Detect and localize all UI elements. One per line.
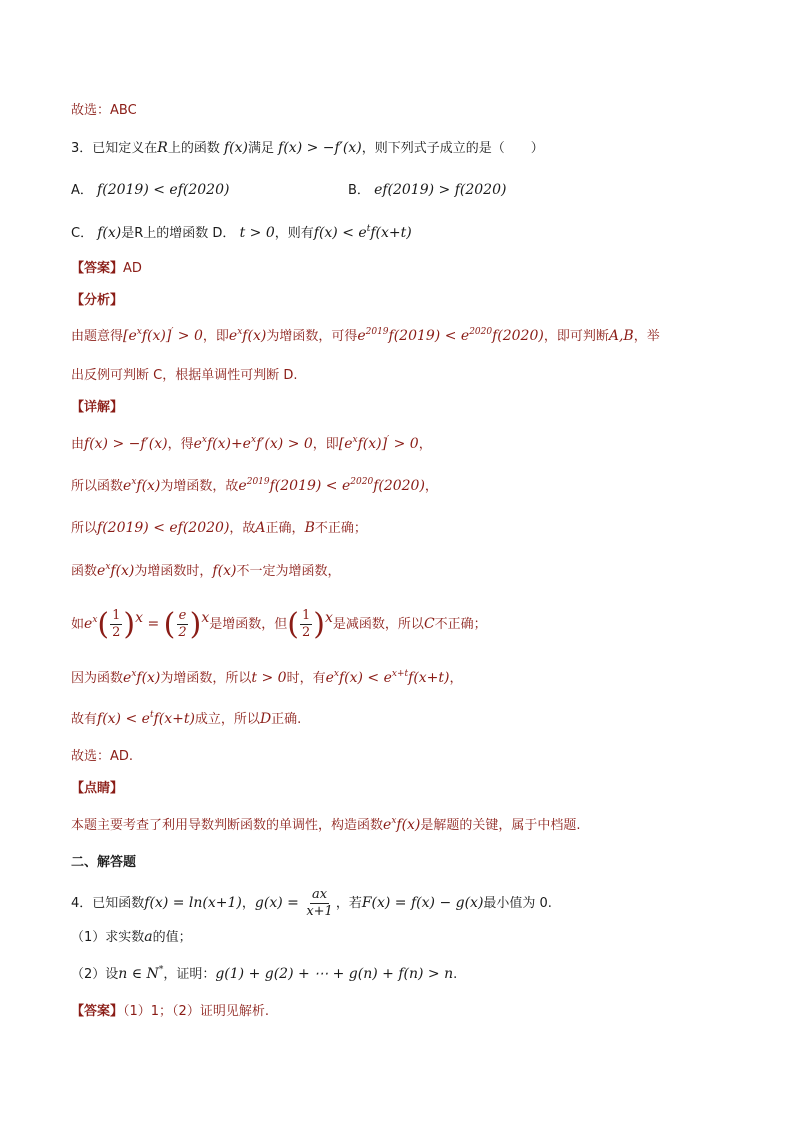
detail-5-exp-1: x [135, 610, 144, 626]
q3-stem-mid: 上的函数 [167, 141, 220, 156]
detail-2-text-2: 为增函数，故 [160, 479, 239, 494]
detail-4-text-3: 不一定为增函数， [236, 564, 341, 579]
option-b-label: B． [348, 183, 370, 198]
previous-answer-text: 故选：ABC [71, 103, 137, 118]
detail-1-math-2b: f(x)+e [206, 436, 251, 452]
detail-1-math-2-exp: x [201, 435, 207, 445]
detail-4-math-1b: f(x) [110, 563, 135, 579]
detail-6-text-1: 因为函数 [71, 671, 124, 686]
option-c-label: C． [71, 226, 94, 241]
detail-3-text-2: ，故 [229, 521, 256, 536]
detail-2-math-2b: f(2019) < e [269, 478, 351, 494]
detail-5-text-4: 不正确； [434, 617, 487, 632]
detail-7-option-d: D [259, 711, 272, 727]
detail-line-2 [71, 476, 438, 497]
analysis-text-4: ，即可判断 [543, 329, 609, 344]
fraction-one-half-1 [110, 608, 122, 641]
detail-5-exp-3: x [325, 610, 333, 626]
analysis-math-1b: f(x)] [141, 328, 172, 344]
fraction-one-half-2 [300, 608, 312, 641]
detail-line-4 [71, 561, 340, 582]
q4-fraction-denominator: x+1 [306, 904, 333, 919]
analysis-math-1 [123, 328, 203, 344]
q4-answer-value: （1）1；（2）证明见解析. [123, 1004, 269, 1019]
q4-part-2-text-1: （2）设 [71, 967, 119, 982]
option-b [348, 180, 506, 201]
fraction-1-denominator: 2 [112, 625, 121, 640]
detail-7-text-3: 正确. [271, 712, 302, 727]
detail-6-math-2: t > 0 [251, 670, 287, 686]
detail-6-math-3c: f(x+t) [408, 670, 450, 686]
analysis-math-3-exp2: 2020 [469, 327, 493, 337]
q4-part-1-text-2: 的值； [152, 930, 192, 945]
q4-part-2-math-1-sup: * [158, 965, 164, 975]
detail-7-math-1b: f(x+t) [153, 711, 195, 727]
detail-6-math-3-exp2: x+t [391, 669, 409, 679]
detail-2-math-2-exp: 2019 [246, 477, 270, 487]
analysis-math-3b: f(2019) < e [388, 328, 470, 344]
q3-stem-function: f(x) [223, 140, 248, 156]
analysis-text-5: ，举 [633, 329, 660, 344]
detail-4-math-1a: e [97, 563, 106, 579]
detail-line-3 [71, 518, 367, 539]
detail-3-text-4: 不正确； [314, 521, 367, 536]
detail-7-math-1a: f(x) < e [97, 711, 150, 727]
comment-math-a: e [383, 817, 392, 833]
detail-2-text-1: 所以函数 [71, 479, 124, 494]
detail-1-math-2a: e [193, 436, 202, 452]
detail-6-text-4: ， [449, 671, 463, 686]
detail-7-text-1: 故有 [71, 712, 98, 727]
q4-part-2-math-1a: n ∈ N [118, 966, 159, 982]
fraction-1-numerator: 1 [112, 608, 121, 623]
detail-6-math-3a: e [325, 670, 334, 686]
q4-text-1: 4．已知函数 [71, 896, 145, 911]
q3-options-ab [71, 180, 731, 201]
detail-3-option-a: A [255, 520, 266, 536]
detail-5-exp-2: x [201, 610, 210, 626]
detail-5-option-c: C [423, 616, 435, 632]
detail-line-8: 故选：AD. [71, 749, 134, 764]
option-a-math: f(2019) < ef(2020) [97, 182, 230, 198]
detail-4-math-1 [97, 563, 134, 579]
comment-label: 【点睛】 [71, 781, 124, 796]
q4-part-1 [71, 927, 192, 948]
detail-6-math-3 [326, 670, 450, 686]
detail-4-text-1: 函数 [71, 564, 98, 579]
answer-label: 【答案】 [71, 261, 124, 276]
analysis-math-3 [357, 328, 544, 344]
detail-6-math-1b: f(x) [136, 670, 161, 686]
option-d-ineq-exp: t [366, 224, 371, 234]
detail-5-equals: = [143, 616, 164, 632]
detail-1-math-3-exp: x [352, 435, 358, 445]
detail-2-math-1-exp: x [131, 477, 137, 487]
option-d-inequality [314, 225, 412, 241]
option-d-ineq-right: f(x+t) [370, 225, 412, 241]
analysis-math-3c: f(2020) [492, 328, 544, 344]
detail-4-math-2: f(x) [212, 563, 237, 579]
detail-6-math-3-exp: x [333, 669, 339, 679]
q4-part-2-math-2: g(1) + g(2) + ⋯ + g(n) + f(n) > n [215, 966, 454, 982]
analysis-math-1-exp: x [136, 327, 142, 337]
comment-math [383, 817, 420, 833]
q4-part-2-text-3: . [453, 967, 458, 982]
detail-1-math-2-exp2: x [250, 435, 257, 445]
detail-3-text-3: 正确， [265, 521, 305, 536]
detail-7-math-1-exp: t [149, 710, 154, 720]
analysis-math-2 [229, 328, 266, 344]
fraction-2-denominator: 2 [178, 625, 187, 640]
fraction-e-half [176, 608, 188, 641]
q4-part-2 [71, 964, 457, 985]
detail-1-math-3a: [e [338, 436, 353, 452]
analysis-math-2a: e [228, 328, 238, 344]
q4-part-2-math-1 [118, 966, 163, 982]
q4-part-2-text-2: ，证明： [163, 967, 216, 982]
detail-2-math-1 [123, 478, 160, 494]
q4-text-3: ，若 [335, 896, 362, 911]
detail-1-text-4: ， [418, 437, 432, 452]
analysis-text-3: 为增函数，可得 [266, 329, 358, 344]
q4-text-4: 最小值为 0. [483, 896, 552, 911]
detail-2-math-1b: f(x) [136, 478, 161, 494]
q3-stem-prefix: 3．已知定义在 [71, 141, 158, 156]
question-4-stem [71, 885, 552, 922]
detail-6-text-2: 为增函数，所以 [160, 671, 252, 686]
q4-math-g: g(x) = [254, 895, 304, 911]
detail-5-paren-3: ( $\frac{1}{2}$ ) [287, 606, 326, 642]
detail-label: 【详解】 [71, 400, 124, 415]
detail-1-math-3-prime: ′ [387, 435, 390, 445]
detail-line-6 [71, 668, 463, 689]
analysis-label: 【分析】 [71, 293, 124, 308]
detail-5-paren-1: ( $\frac{1}{2}$ ) [97, 606, 136, 642]
detail-5-paren-2: ( $\frac{e}{2}$ ) [163, 606, 202, 642]
detail-6-math-3b: f(x) < e [338, 670, 392, 686]
analysis-math-1c: > 0 [173, 328, 203, 344]
q4-part-1-text-1: （1）求实数 [71, 930, 145, 945]
detail-1-math-2c: f′(x) > 0 [256, 436, 313, 452]
detail-line-5 [71, 604, 487, 645]
q3-stem-satisfy: 满足 [248, 141, 275, 156]
detail-5-exp-base [84, 616, 97, 632]
option-b-math: ef(2019) > f(2020) [374, 182, 507, 198]
q4-math-f: f(x) = ln(x+1) [144, 895, 242, 911]
detail-2-math-1a: e [123, 478, 132, 494]
detail-6-text-3: 时，有 [286, 671, 326, 686]
fraction-3-numerator: 1 [302, 608, 311, 623]
detail-3-option-b: B [304, 520, 315, 536]
option-d-label: D． [212, 226, 236, 241]
detail-5-e-exp: x [92, 615, 98, 625]
detail-3-math-1: f(2019) < ef(2020) [97, 520, 230, 536]
section-title: 二、解答题 [71, 855, 137, 870]
detail-4-math-1-exp: x [105, 562, 111, 572]
comment-text-2: 是解题的关键，属于中档题. [420, 818, 581, 833]
option-a [71, 183, 229, 198]
q3-stem-condition: f(x) > −f′(x) [278, 140, 362, 156]
q3-answer [71, 259, 142, 279]
option-c-text: 是R上的增函数 [121, 226, 209, 241]
q4-part-1-var: a [144, 929, 153, 945]
detail-7-math-1 [97, 711, 195, 727]
fraction-3-denominator: 2 [302, 625, 311, 640]
analysis-math-1-prime: ′ [171, 327, 174, 337]
analysis-line-1 [71, 326, 731, 347]
analysis-text-2: ，即 [202, 329, 229, 344]
detail-6-math-1 [123, 670, 160, 686]
detail-1-math-3b: f(x)] [357, 436, 388, 452]
detail-3-text-1: 所以 [71, 521, 98, 536]
comment-line [71, 815, 581, 836]
analysis-line-2: 出反例可判断 C，根据单调性可判断 D. [71, 368, 298, 383]
q4-answer [71, 1002, 269, 1022]
detail-2-math-2a: e [238, 478, 247, 494]
option-d-ineq-left: f(x) < e [313, 225, 367, 241]
detail-1-math-3 [339, 436, 419, 452]
previous-answer-line [71, 101, 137, 121]
option-a-label: A． [71, 183, 93, 198]
analysis-math-4: A,B [608, 328, 634, 344]
option-c-math: f(x) [97, 225, 122, 241]
comment-math-exp: x [391, 816, 397, 826]
detail-6-math-1-exp: x [131, 669, 137, 679]
detail-1-text-1: 由 [71, 437, 85, 452]
detail-5-text-3: 是减函数，所以 [332, 617, 424, 632]
detail-2-text-3: ， [424, 479, 438, 494]
q3-options-cd [71, 223, 412, 244]
detail-1-text-2: ，得 [167, 437, 194, 452]
q3-stem-set: R [157, 140, 168, 156]
analysis-math-2-exp: x [237, 327, 243, 337]
question-3-stem [71, 138, 544, 159]
analysis-text-1: 由题意得 [71, 329, 124, 344]
detail-line-1 [71, 434, 432, 455]
detail-5-text-2: 是增函数，但 [209, 617, 288, 632]
q4-answer-label: 【答案】 [71, 1004, 124, 1019]
q4-text-2: ， [241, 896, 255, 911]
detail-1-math-2 [194, 436, 313, 452]
q4-math-F: F(x) = f(x) − g(x) [361, 895, 484, 911]
analysis-math-3-exp: 2019 [365, 327, 389, 337]
analysis-math-2b: f(x) [242, 328, 267, 344]
detail-2-math-2c: f(2020) [373, 478, 425, 494]
detail-2-math-2-exp2: 2020 [350, 477, 374, 487]
detail-6-math-1a: e [123, 670, 132, 686]
detail-2-math-2 [238, 478, 425, 494]
detail-1-math-3c: > 0 [389, 436, 419, 452]
detail-5-e: e [84, 616, 93, 632]
detail-5-text-1: 如 [71, 617, 85, 632]
detail-line-7 [71, 709, 301, 730]
fraction-2-numerator: e [178, 608, 187, 623]
detail-4-text-2: 为增函数时， [134, 564, 213, 579]
comment-text-1: 本题主要考查了利用导数判断函数的单调性，构造函数 [71, 818, 384, 833]
option-d-condition: t > 0 [239, 225, 275, 241]
detail-7-text-2: 成立，所以 [194, 712, 260, 727]
analysis-math-1a: [e [123, 328, 137, 344]
detail-1-math-1: f(x) > −f′(x) [84, 436, 168, 452]
comment-math-b: f(x) [396, 817, 421, 833]
option-d-text: ，则有 [274, 226, 314, 241]
analysis-math-3a: e [357, 328, 366, 344]
q3-stem-suffix: ，则下列式子成立的是（ ） [361, 141, 544, 156]
detail-1-text-3: ，即 [312, 437, 339, 452]
q4-fraction [304, 887, 335, 920]
q4-fraction-numerator: ax [312, 887, 328, 902]
answer-value: AD [123, 261, 142, 276]
